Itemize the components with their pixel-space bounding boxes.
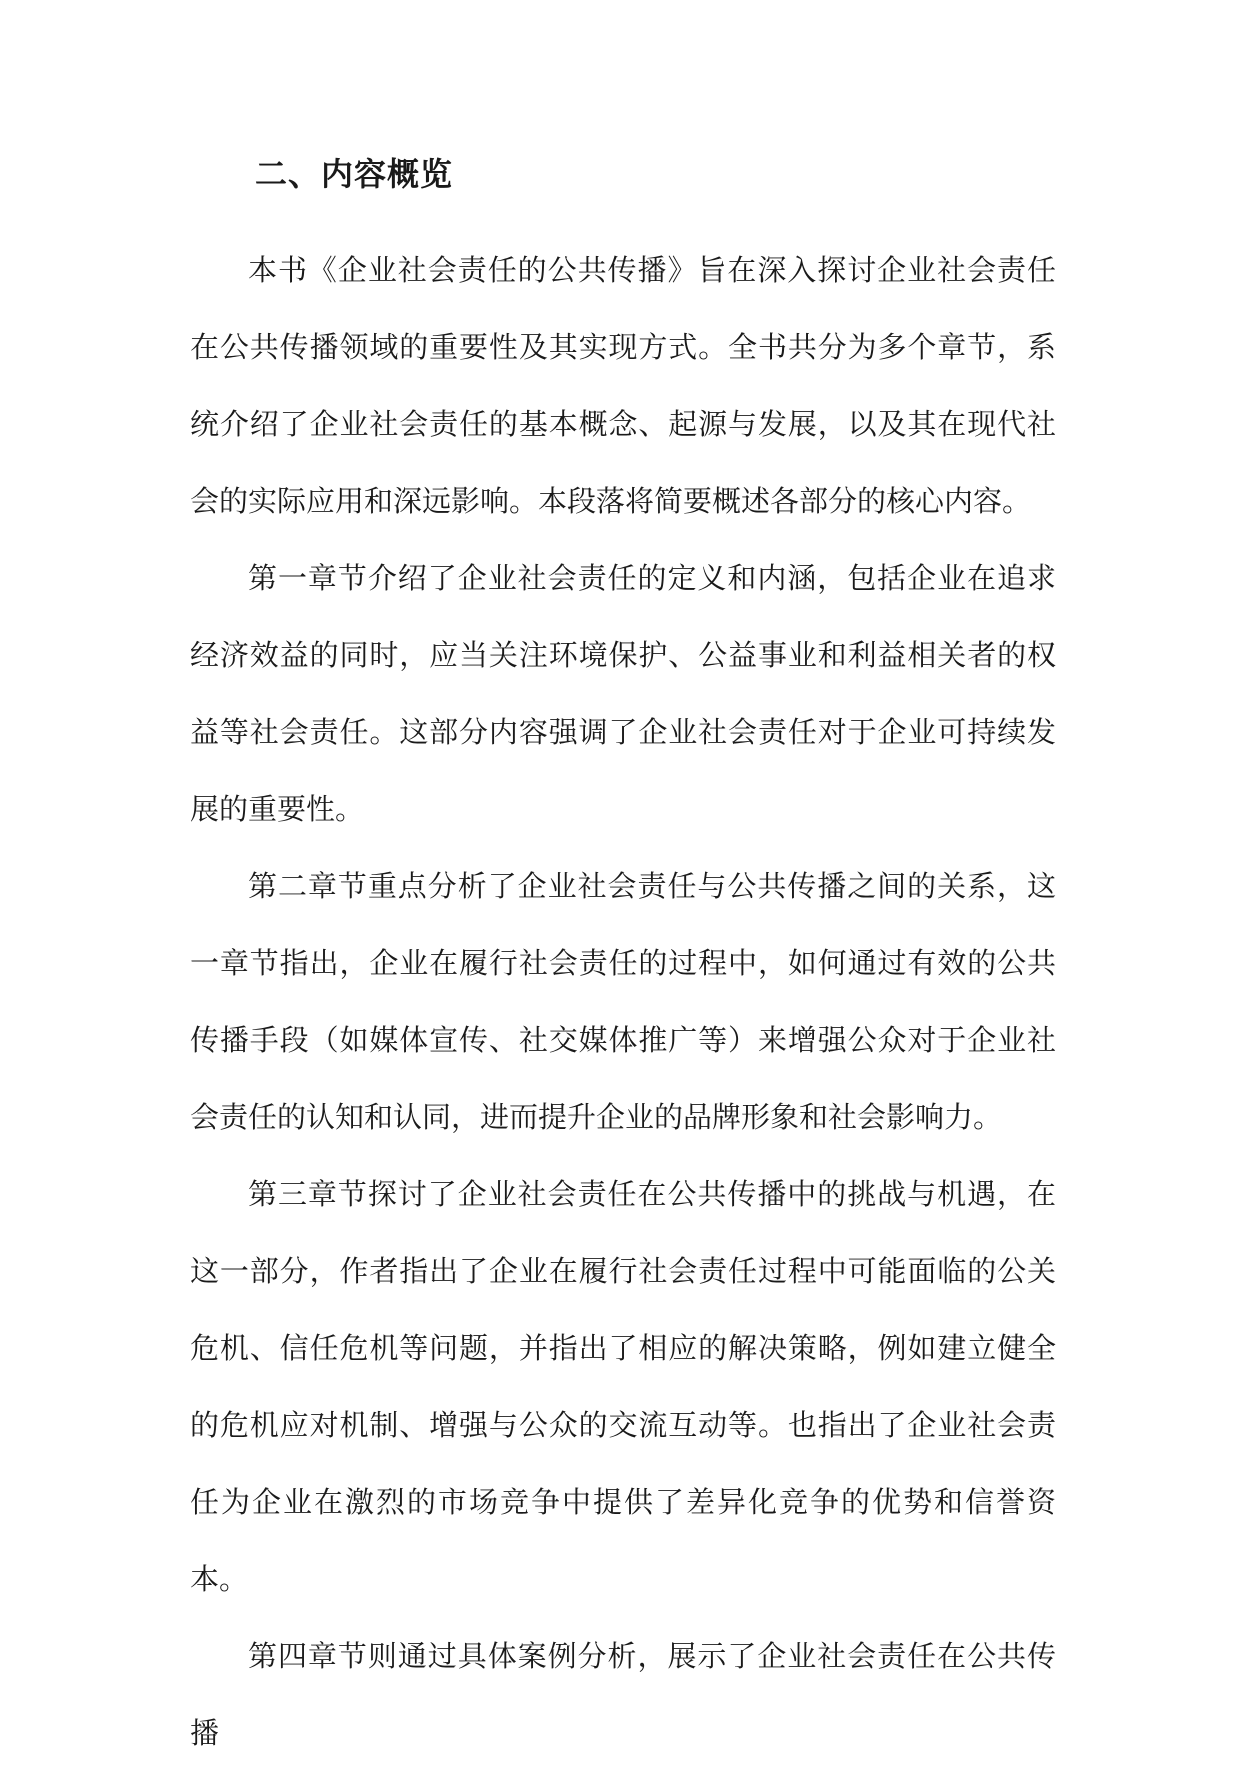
paragraph-chapter-4: 第四章节则通过具体案例分析，展示了企业社会责任在公共传播 [190,1639,1056,1750]
paragraph-chapter-1: 第一章节介绍了企业社会责任的定义和内涵，包括企业在追求经济效益的同时，应当关注环境保护、公益事业和利益相关者的权益等社会责任。这部分内容强调了企业社会责任对于企业可持续发展的重要性。 [190,561,1056,826]
paragraph-chapter-2: 第二章节重点分析了企业社会责任与公共传播之间的关系，这一章节指出，企业在履行社会责任的过程中，如何通过有效的公共传播手段（如媒体宣传、社交媒体推广等）来增强公众对于企业社会责任的认知和认同，进而提升企业的品牌形象和社会影响力。 [190,869,1056,1134]
paragraph-chapter-3: 第三章节探讨了企业社会责任在公共传播中的挑战与机遇，在这一部分，作者指出了企业在履行社会责任过程中可能面临的公关危机、信任危机等问题，并指出了相应的解决策略，例如建立健全的危机应对机制、增强与公众的交流互动等。也指出了企业社会责任为企业在激烈的市场竞争中提供了差异化竞争的优势和信誉资本。 [190,1177,1056,1596]
section-heading: 二、内容概览 [255,155,454,193]
body-text [190,232,1056,1772]
paragraph-overview: 本书《企业社会责任的公共传播》旨在深入探讨企业社会责任在公共传播领域的重要性及其实现方式。全书共分为多个章节，系统介绍了企业社会责任的基本概念、起源与发展，以及其在现代社会的实际应用和深远影响。本段落将简要概述各部分的核心内容。 [190,253,1056,518]
